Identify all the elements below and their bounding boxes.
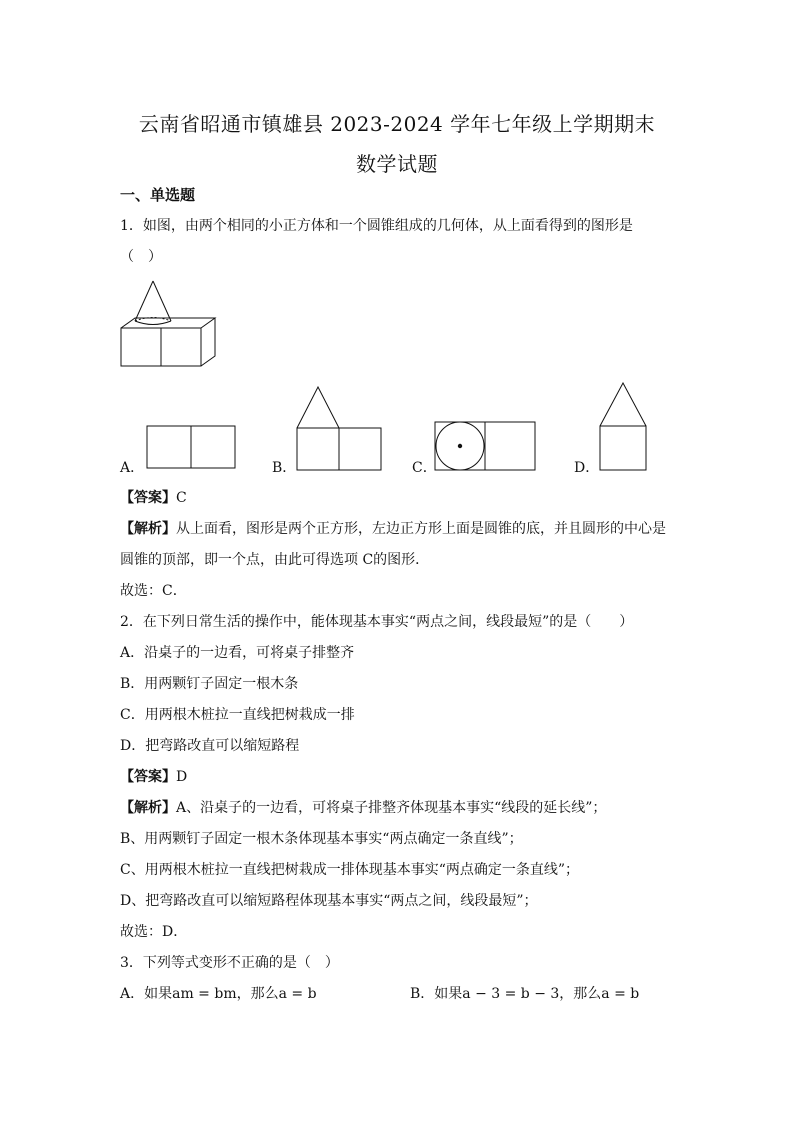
q2-option-c: C．用两根木桩拉一直线把树栽成一排 xyxy=(120,707,355,723)
q2-option-d: D．把弯路改直可以缩短路程 xyxy=(120,738,300,754)
q1-paren: （ ） xyxy=(120,249,162,265)
q1-option-c-label: C． xyxy=(412,460,437,476)
q2-option-a: A．沿桌子的一边看，可将桌子排整齐 xyxy=(120,645,355,661)
q3-option-b: B．如果a − 3 = b − 3，那么a = b xyxy=(410,986,640,1002)
q1-answer-value: C xyxy=(176,490,187,506)
q1-stem: 1．如图，由两个相同的小正方体和一个圆锥组成的几何体，从上面看得到的图形是 xyxy=(120,218,633,234)
q1-solid-figure xyxy=(118,278,218,370)
q2-analysis-3: C、用两根木桩拉一直线把树栽成一排体现基本事实“两点确定一条直线”； xyxy=(120,862,580,878)
doc-title-line1: 云南省昭通市镇雄县 2023-2024 学年七年级上学期期末 xyxy=(138,112,656,136)
q1-answer xyxy=(120,489,187,507)
q2-analysis-4: D、把弯路改直可以缩短路程体现基本事实“两点之间，线段最短”； xyxy=(120,893,538,909)
q1-conclusion: 故选：C． xyxy=(120,583,187,599)
q1-option-a-figure xyxy=(146,425,238,471)
doc-title-line2: 数学试题 xyxy=(356,152,438,176)
q1-analysis-2: 圆锥的顶部，即一个点，由此可得选项 C的图形． xyxy=(120,552,430,568)
q2-option-b: B．用两颗钉子固定一根木条 xyxy=(120,676,299,692)
q2-analysis-2: B、用两颗钉子固定一根木条体现基本事实“两点确定一条直线”； xyxy=(120,831,523,847)
q2-answer-value: D xyxy=(176,769,188,785)
q3-stem: 3．下列等式变形不正确的是（ ） xyxy=(120,955,339,971)
q2-analysis-text-1: A、沿桌子的一边看，可将桌子排整齐体现基本事实“线段的延长线”； xyxy=(176,800,607,816)
q3-option-a: A．如果am = bm，那么a = b xyxy=(120,986,317,1002)
section-heading: 一、单选题 xyxy=(120,186,196,204)
q1-analysis-1 xyxy=(120,520,666,538)
q2-conclusion: 故选：D． xyxy=(120,924,188,940)
q2-analysis-1 xyxy=(120,799,606,817)
q1-option-b-figure xyxy=(296,386,384,472)
q1-answer-tag: 【答案】 xyxy=(120,490,176,506)
q1-option-d-figure xyxy=(599,382,649,472)
q2-analysis-tag: 【解析】 xyxy=(120,800,176,816)
q2-answer xyxy=(120,768,187,786)
q2-answer-tag: 【答案】 xyxy=(120,769,176,785)
q1-analysis-tag: 【解析】 xyxy=(120,521,176,537)
q1-option-d-label: D． xyxy=(574,460,600,476)
q1-option-c-figure xyxy=(434,421,538,473)
q1-option-a-label: A． xyxy=(120,460,145,476)
q1-option-b-label: B． xyxy=(272,460,297,476)
q1-analysis-text-1: 从上面看，图形是两个正方形，左边正方形上面是圆锥的底，并且圆形的中心是 xyxy=(176,521,666,537)
q2-stem: 2．在下列日常生活的操作中，能体现基本事实“两点之间，线段最短”的是（ ） xyxy=(120,614,634,630)
